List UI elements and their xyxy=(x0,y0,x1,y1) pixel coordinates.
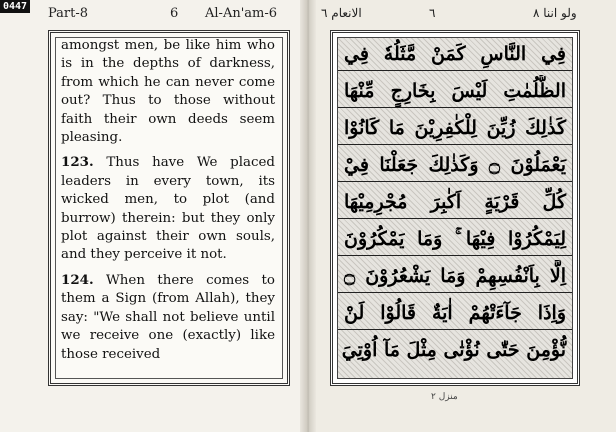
arabic-line: لِيَمْكُرُوْا فِيْهَا ۚ وَمَا يَمْكُرُوْنَ xyxy=(338,223,572,256)
arabic-line: نُّؤْمِنَ حَتّٰى نُؤْتٰى مِثْلَ مَآ اُوْتِيَ xyxy=(341,339,566,361)
arabic-line: وَاِذَا جَآءَتْهُمْ اٰيَةٌ قَالُوْا لَنْ xyxy=(338,297,572,330)
verse-number: 123. xyxy=(61,154,94,171)
verse-number: 124. xyxy=(61,271,94,288)
arabic-frame xyxy=(330,30,580,386)
page-number-left: 6 xyxy=(170,6,179,21)
image-id-badge: 0447 xyxy=(0,0,30,13)
part-label: Part-8 xyxy=(48,6,89,21)
page-number-arabic: ٦ xyxy=(429,6,436,20)
arabic-line: اِلَّا بِاَنْفُسِهِمْ وَمَا يَشْعُرُوْنَ ۝ xyxy=(338,260,572,293)
paragraph-verse-123: 123. Thus have We placed leaders in every town, its wicked men, to plot (and burrow) therein: but they only plot against their own souls, and they perceive it not. xyxy=(61,154,275,263)
translation-text xyxy=(61,37,275,370)
arabic-line: يَعْمَلُوْنَ ۝ وَكَذٰلِكَ جَعَلْنَا فِيْ xyxy=(338,149,572,182)
header-part-arabic: ولو اننا ٨ xyxy=(533,6,577,20)
translation-frame xyxy=(48,30,290,386)
arabic-line: الظُّلُمٰتِ لَيْسَ بِخَارِجٍ مِّنْهَا xyxy=(338,75,572,108)
arabic-line: كُلِّ قَرْيَةٍ اَكٰبِرَ مُجْرِمِيْهَا xyxy=(338,186,572,219)
surah-label: Al-An'am-6 xyxy=(205,6,278,21)
manzil-footer: منزل ٢ xyxy=(431,392,458,402)
header-surah-arabic: الانعام ٦ xyxy=(321,6,362,20)
paragraph-verse-124: 124. When there comes to them a Sign (from Allah), they say: "We shall not believe until we receive one (exactly) like those received xyxy=(61,271,275,362)
paragraph-continuation: amongst men, be like him who is in the depths of darkness, from which he can never come out? Thus to those without faith their own deeds seem pleasing. xyxy=(61,38,275,146)
arabic-text-panel xyxy=(337,37,573,379)
book-spine xyxy=(300,0,316,432)
arabic-line: فِي النَّاسِ كَمَنْ مَّثَلُهٗ فِي xyxy=(338,38,572,71)
arabic-line: كَذٰلِكَ زُيِّنَ لِلْكٰفِرِيْنَ مَا كَانُوْا xyxy=(338,112,572,145)
